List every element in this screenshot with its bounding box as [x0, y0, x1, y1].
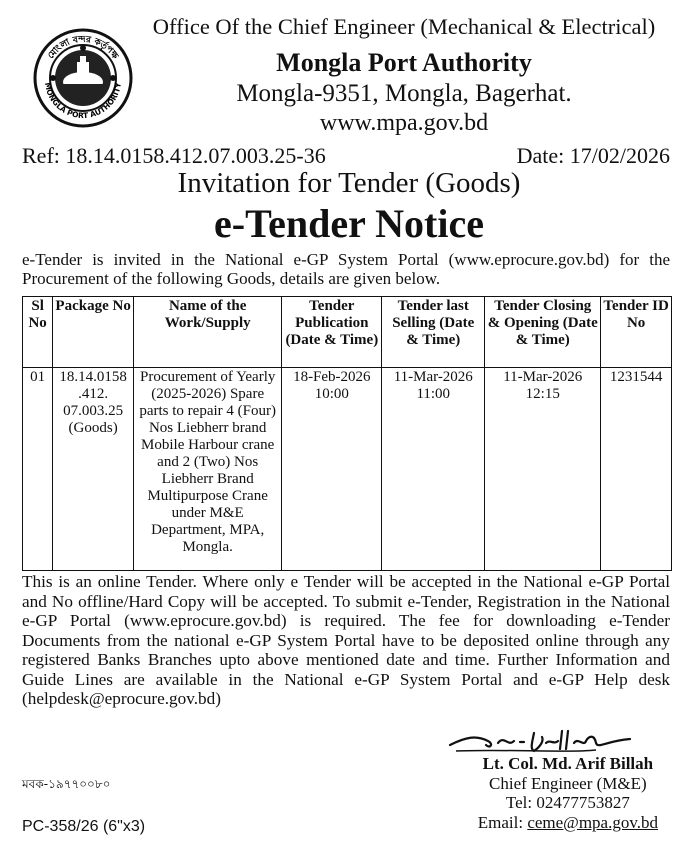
email-label: Email:: [477, 812, 528, 832]
signatory-email-line: [478, 813, 658, 833]
organization-name: Mongla Port Authority: [276, 48, 532, 77]
col-header-package-no: Package No: [53, 297, 134, 368]
reference-number: Ref: 18.14.0158.412.07.003.25-36: [22, 143, 326, 168]
intro-paragraph: e-Tender is invited in the National e-GP System Portal (www.eprocure.gov.bd) for the Procurement of the following Goods, details are given below.: [22, 250, 670, 288]
table-header-row: [23, 297, 672, 368]
notice-title: Invitation for Tender (Goods): [177, 167, 521, 199]
tender-table: [22, 296, 672, 571]
website-line: www.mpa.gov.bd: [319, 110, 489, 136]
col-header-last-selling: Tender last Selling (Date & Time): [382, 297, 485, 368]
cell-tender-id: 1231544: [601, 368, 672, 571]
signatory-name: Lt. Col. Md. Arif Billah: [482, 754, 654, 773]
col-header-closing-opening: Tender Closing & Opening (Date & Time): [485, 297, 601, 368]
cell-last-selling: 11-Mar-2026 11:00: [382, 368, 485, 571]
cell-publication: 18-Feb-2026 10:00: [282, 368, 382, 571]
notice-subtitle: e-Tender Notice: [214, 201, 484, 246]
cell-package-no: 18.14.0158 .412. 07.003.25 (Goods): [53, 368, 134, 571]
col-header-publication: Tender Publication (Date & Time): [282, 297, 382, 368]
handwritten-signature: [446, 723, 634, 757]
address-line: Mongla-9351, Mongla, Bagerhat.: [236, 80, 572, 107]
registration-number: মবক-১৯৭৭০০৮০: [22, 777, 111, 791]
seal-text-top: মোংলা বন্দর কর্তৃপক্ষ: [46, 34, 120, 62]
signature-block: [478, 754, 658, 832]
signatory-tel: Tel: 02477753827: [505, 793, 630, 812]
instructions-paragraph: This is an online Tender. Where only e Tender will be accepted in the National e-GP Portal and No offline/Hard Copy will be accepted. To submit e-Tender, Registration in the National e-GP Portal (www.eprocure.gov.bd) is required. The fee for downloading e-Tender Documents from the national e-GP System Portal have to be deposited online through any registered Banks Branches upto above mentioned date and time. Further Information and Guide Lines are available in the National e-GP System Portal and e-GP Help desk (helpdesk@eprocure.gov.bd): [22, 572, 670, 708]
mongla-port-authority-seal: [33, 28, 133, 128]
seal-text-bottom: MONGLA PORT AUTHORITY: [42, 81, 123, 121]
office-heading: Office Of the Chief Engineer (Mechanical & Electrical): [152, 14, 656, 39]
notice-date: Date: 17/02/2026: [516, 143, 670, 168]
col-header-sl-no: Sl No: [23, 297, 53, 368]
signatory-title: Chief Engineer (M&E): [489, 773, 647, 793]
cell-work-name: Procurement of Yearly (2025-2026) Spare parts to repair 4 (Four) Nos Liebherr brand Mobile Harbour crane and 2 (Two) Nos Liebherr Brand Multipurpose Crane under M&E Department, MPA, Mongla.: [134, 368, 282, 571]
table-row: [23, 368, 672, 571]
cell-closing-opening: 11-Mar-2026 12:15: [485, 368, 601, 571]
pc-code: PC-358/26 (6"x3): [22, 818, 146, 835]
email-link[interactable]: ceme@mpa.gov.bd: [527, 812, 658, 832]
col-header-tender-id: Tender ID No: [601, 297, 672, 368]
col-header-work-name: Name of the Work/Supply: [134, 297, 282, 368]
cell-sl-no: 01: [23, 368, 53, 571]
